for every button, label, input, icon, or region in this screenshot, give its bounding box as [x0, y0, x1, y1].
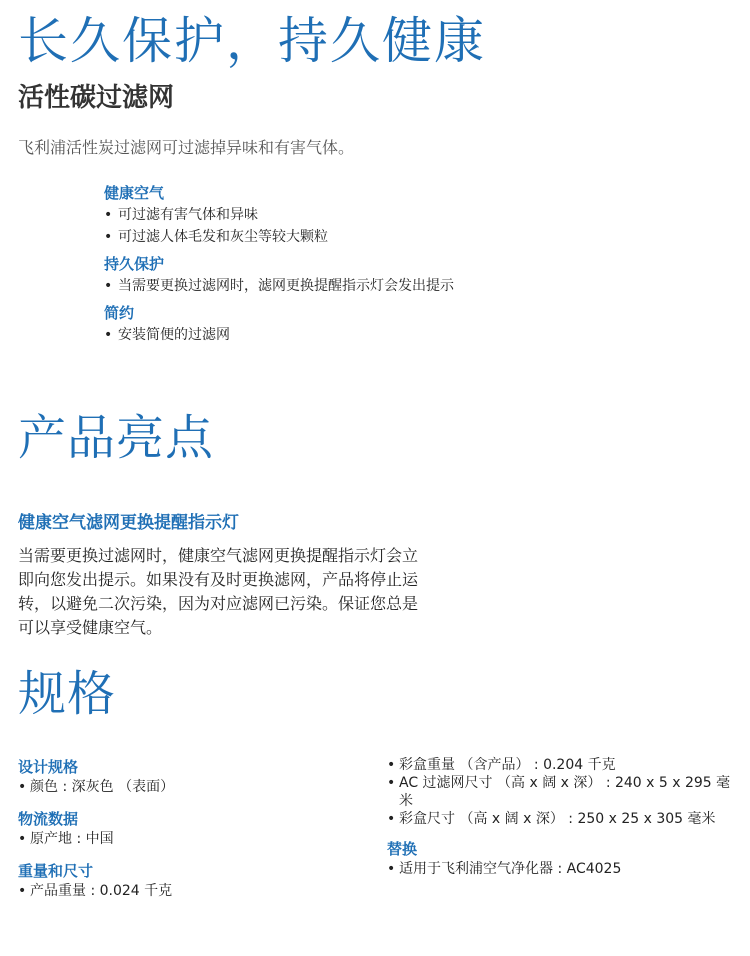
spec-heading: 物流数据 [18, 810, 79, 828]
page-title: 长久保护，持久健康 [18, 12, 486, 70]
spec-item: • 适用于飞利浦空气净化器 : AC4025 [387, 861, 622, 877]
spec-item: • 产品重量 : 0.024 千克 [18, 883, 173, 899]
highlights-heading: 产品亮点 [18, 410, 215, 466]
spec-group-weight-size [18, 860, 363, 900]
spec-heading: 设计规格 [18, 758, 79, 776]
feature-item: • 可过滤人体毛发和灰尘等较大颗粒 [104, 226, 704, 248]
intro-text: 飞利浦活性炭过滤网可过滤掉异味和有害气体。 [18, 138, 355, 157]
spec-heading: 替换 [387, 840, 418, 858]
spec-item: • 彩盒尺寸 （高 x 阔 x 深） : 250 x 25 x 305 毫米 [387, 811, 716, 827]
feature-group-healthy-air [104, 182, 704, 248]
bullet-icon: • [387, 811, 396, 827]
feature-heading: 简约 [104, 304, 135, 322]
specs-left-column [18, 756, 363, 912]
feature-item: • 安装简便的过滤网 [104, 324, 704, 346]
feature-group-simple [104, 302, 704, 346]
feature-group-lasting-protection [104, 253, 704, 297]
feature-item: • 可过滤有害气体和异味 [104, 204, 704, 226]
bullet-icon: • [387, 775, 396, 791]
bullet-icon: • [387, 861, 396, 877]
spec-item: • AC 过滤网尺寸 （高 x 阔 x 深） : 240 x 5 x 295 毫米 [387, 775, 731, 809]
feature-item: • 当需要更换过滤网时，滤网更换提醒指示灯会发出提示 [104, 275, 704, 297]
highlight-title: 健康空气滤网更换提醒指示灯 [18, 513, 239, 533]
spec-heading: 重量和尺寸 [18, 862, 94, 880]
bullet-icon: • [104, 327, 113, 343]
spec-item: • 彩盒重量 （含产品） : 0.204 千克 [387, 757, 616, 773]
specs-heading: 规格 [18, 666, 117, 722]
bullet-icon: • [18, 883, 27, 899]
bullet-icon: • [104, 229, 113, 245]
spec-group-logistics [18, 808, 363, 848]
bullet-icon: • [18, 779, 27, 795]
feature-heading: 持久保护 [104, 255, 165, 273]
bullet-icon: • [387, 757, 396, 773]
spec-group-design [18, 756, 363, 796]
spec-group-weight-size-cont [387, 756, 737, 828]
highlight-body: 当需要更换过滤网时，健康空气滤网更换提醒指示灯会立即向您发出提示。如果没有及时更换滤网，产品将停止运转，以避免二次污染，因为对应滤网已污染。保证您总是可以享受健康空气。 [18, 546, 419, 637]
feature-list [104, 182, 704, 351]
bullet-icon: • [18, 831, 27, 847]
spec-group-replacement [387, 838, 737, 878]
spec-item: • 颜色 : 深灰色 （表面） [18, 779, 175, 795]
spec-item: • 原产地 : 中国 [18, 831, 114, 847]
feature-heading: 健康空气 [104, 184, 165, 202]
bullet-icon: • [104, 207, 113, 223]
specs-right-column [387, 756, 737, 890]
bullet-icon: • [104, 278, 113, 294]
product-subtitle: 活性碳过滤网 [18, 83, 175, 113]
